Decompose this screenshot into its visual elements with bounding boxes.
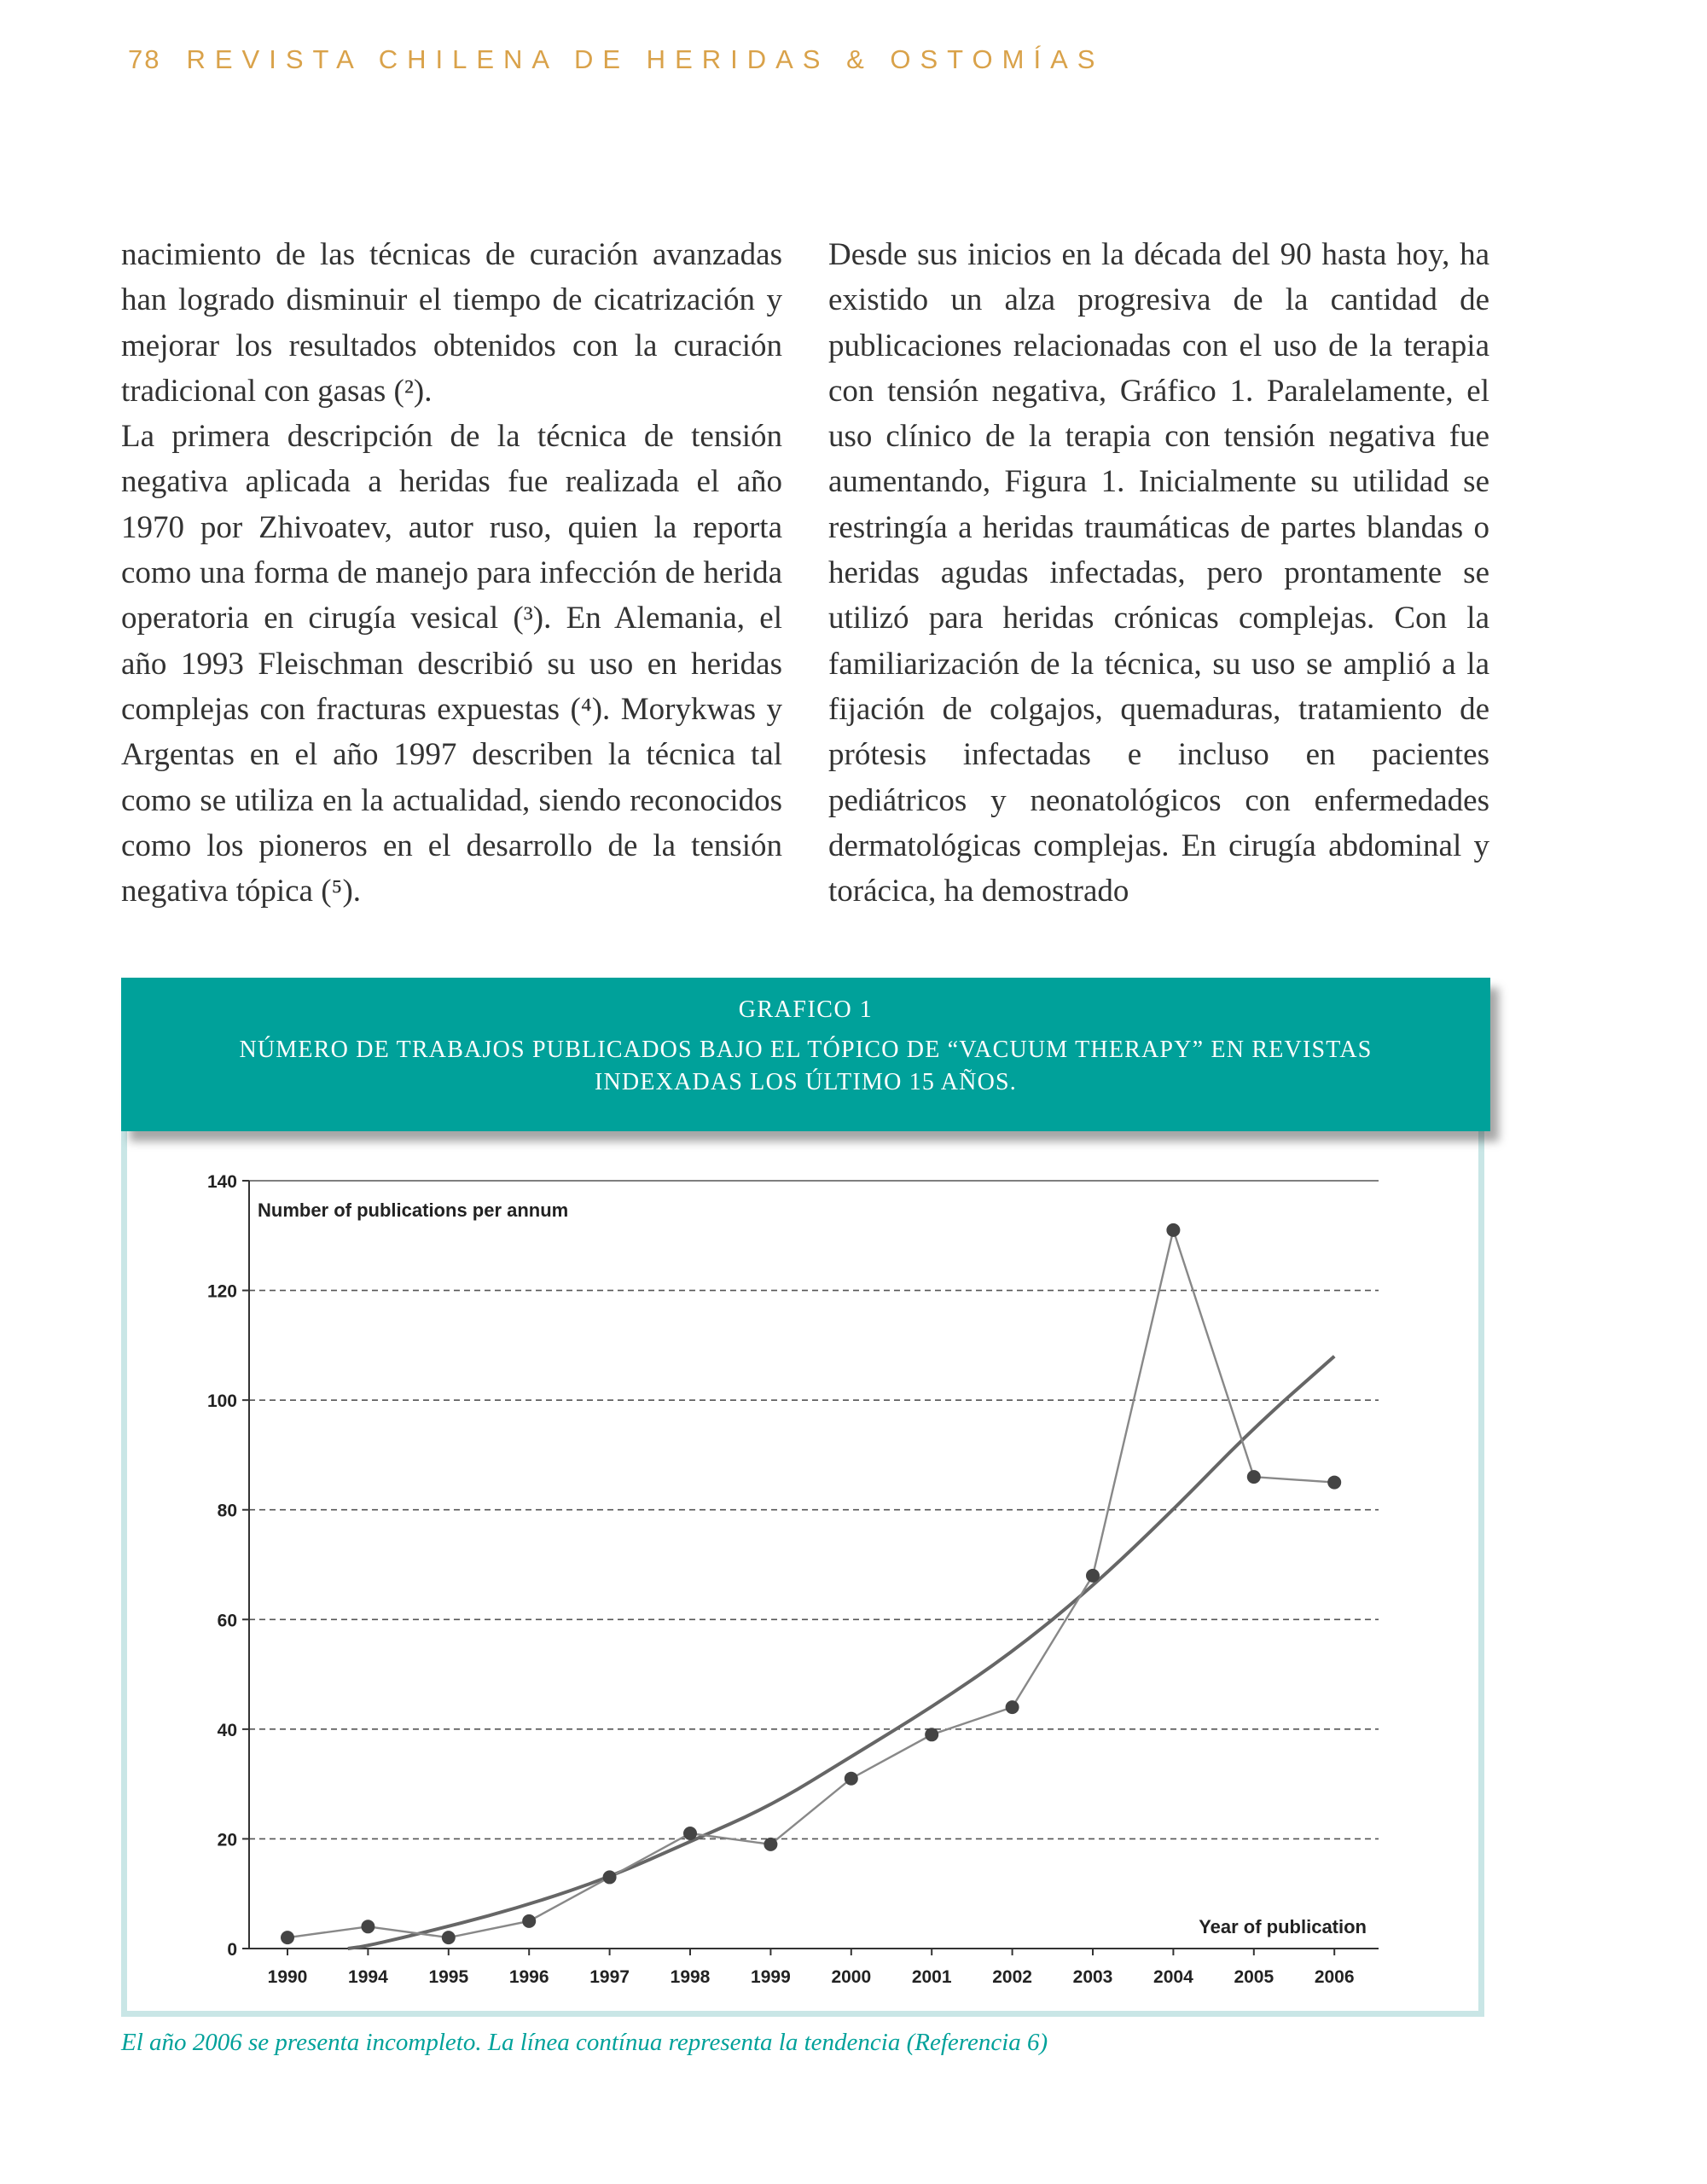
data-point — [925, 1728, 938, 1741]
trend-line — [348, 1356, 1334, 1949]
running-header — [128, 44, 1104, 75]
x-tick-label: 1999 — [751, 1967, 791, 1987]
page-number: 78 — [128, 44, 161, 74]
data-point — [845, 1772, 858, 1786]
y-tick-label: 60 — [217, 1611, 237, 1631]
data-point — [442, 1931, 456, 1944]
left-column — [121, 232, 782, 914]
data-point — [1166, 1223, 1180, 1237]
x-tick-label: 2003 — [1072, 1967, 1113, 1987]
journal-title: REVISTA CHILENA DE HERIDAS & OSTOMÍAS — [186, 44, 1105, 74]
publications-series-line — [287, 1230, 1334, 1937]
data-point — [764, 1838, 777, 1851]
y-tick-label: 0 — [227, 1940, 237, 1960]
y-tick-label: 40 — [217, 1720, 237, 1740]
x-tick-label: 1994 — [348, 1967, 388, 1987]
figure-caption: El año 2006 se presenta incompleto. La línea contínua representa la tendencia (Referencia 6) — [121, 2029, 1048, 2056]
x-tick-label: 1995 — [428, 1967, 469, 1987]
figure-label: GRAFICO 1 — [738, 996, 874, 1023]
y-tick-label: 20 — [217, 1830, 237, 1850]
data-point — [522, 1914, 536, 1928]
y-axis-label: Number of publications per annum — [258, 1199, 569, 1221]
data-point — [1086, 1569, 1100, 1583]
x-tick-label: 2005 — [1234, 1967, 1274, 1987]
y-tick-label: 100 — [206, 1391, 237, 1412]
figure-title: NÚMERO DE TRABAJOS PUBLICADOS BAJO EL TÓPICO DE “VACUUM THERAPY” EN REVISTAS INDEXADAS LOS ÚLTIMO 15 AÑOS. — [239, 1037, 1373, 1095]
x-tick-label: 1996 — [508, 1967, 549, 1987]
x-tick-label: 2004 — [1153, 1967, 1193, 1987]
x-tick-label: 2006 — [1314, 1967, 1355, 1987]
right-paragraph-1: Desde sus inicios en la década del 90 hasta hoy, ha existido un alza progresiva de la cantidad de publicaciones relacionadas con el uso de la terapia con tensión negativa, Gráfico 1. Paralelamente, el uso clínico de la terapia con tensión negativa fue aumentando, Figura 1. Inicialmente su utilidad se restringía a heridas traumáticas de partes blandas o heridas agudas infectadas, pero prontamente se utilizó para heridas crónicas complejas. Con la familiarización de la técnica, su uso se amplió a la fijación de colgajos, quemaduras, tratamiento de prótesis infectadas e incluso en pacientes pediátricos y neonatológicos con enfermedades dermatológicas complejas. En cirugía abdominal y torácica, ha demostrado — [828, 237, 1489, 909]
data-point — [603, 1870, 617, 1884]
y-tick-label: 80 — [217, 1501, 237, 1521]
left-paragraph-2: La primera descripción de la técnica de tensión negativa aplicada a heridas fue realizada el año 1970 por Zhivoatev, autor ruso, quien la reporta como una forma de manejo para infección de herida operatoria en cirugía vesical (³). En Alemania, el año 1993 Fleischman describió su uso en heridas complejas con fracturas expuestas (⁴). Morykwas y Argentas en el año 1997 describen la técnica tal como se utiliza en la actualidad, siendo reconocidos como los pioneros en el desarrollo de la tensión negativa tópica (⁵). — [121, 419, 782, 909]
y-tick-label: 120 — [206, 1281, 237, 1302]
left-paragraph-1: nacimiento de las técnicas de curación avanzadas han logrado disminuir el tiempo de cicatrización y mejorar los resultados obtenidos con la curación tradicional con gasas (²). — [121, 237, 782, 409]
data-point — [1247, 1470, 1261, 1484]
x-tick-label: 1998 — [670, 1967, 711, 1987]
publications-chart — [121, 1131, 1484, 2017]
x-tick-label: 2001 — [911, 1967, 952, 1987]
data-point — [1006, 1700, 1019, 1714]
x-tick-label: 1990 — [267, 1967, 308, 1987]
x-tick-label: 2002 — [992, 1967, 1032, 1987]
x-tick-label: 2000 — [831, 1967, 872, 1987]
data-point — [361, 1920, 374, 1933]
figure-header — [121, 978, 1490, 1131]
y-tick-label: 140 — [206, 1172, 237, 1192]
x-tick-label: 1997 — [589, 1967, 630, 1987]
right-column — [828, 232, 1489, 914]
data-point — [1327, 1476, 1341, 1490]
x-axis-label: Year of publication — [1199, 1916, 1367, 1937]
data-point — [281, 1931, 294, 1944]
data-point — [683, 1827, 697, 1840]
